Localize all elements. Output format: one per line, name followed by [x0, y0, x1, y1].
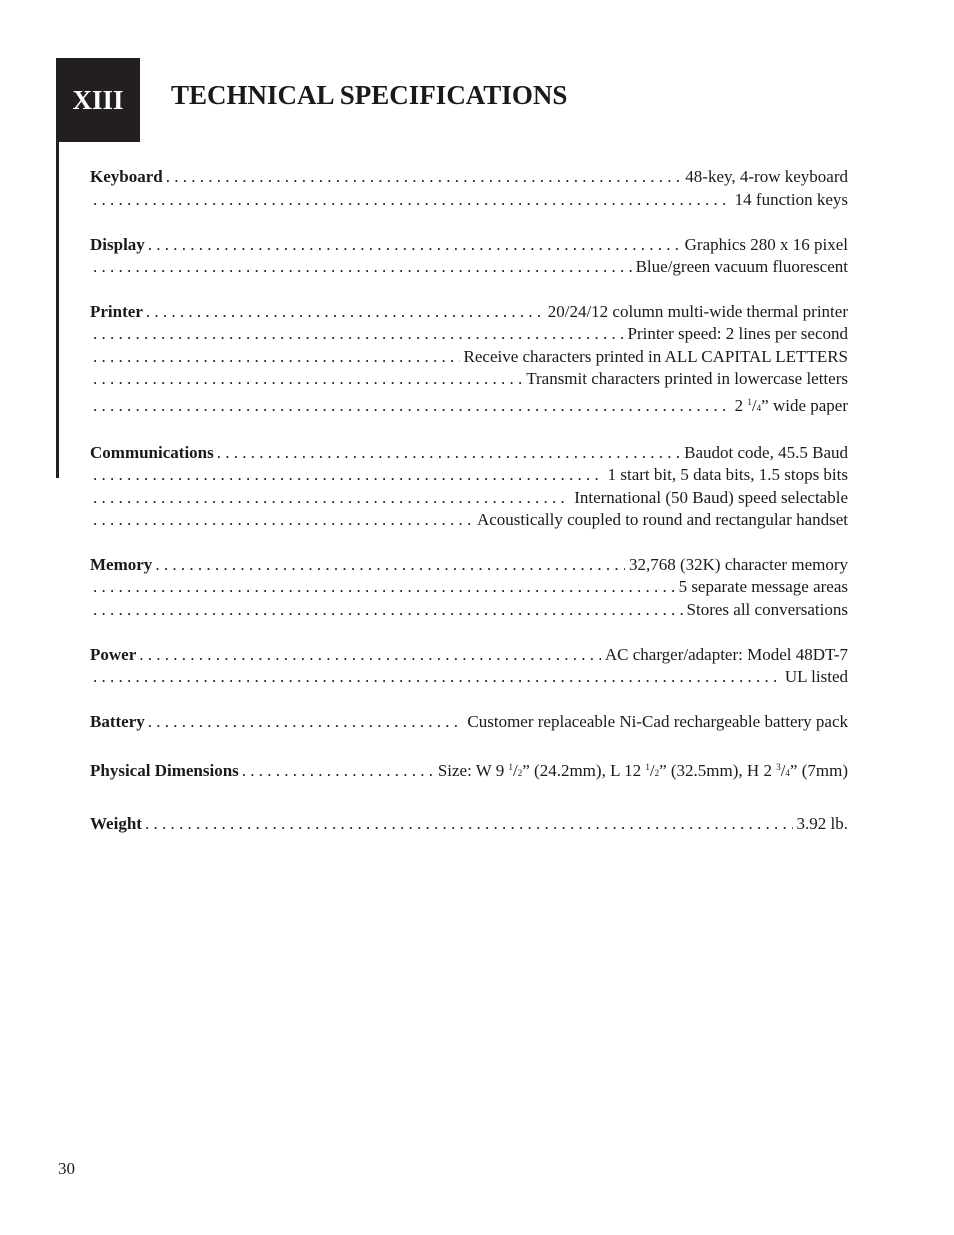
dot-leader	[136, 644, 601, 666]
dim-w-num: 1	[508, 762, 514, 772]
dot-leader	[90, 487, 570, 509]
dim-h-metric: (7mm)	[801, 761, 848, 780]
dim-h-den: 4	[785, 768, 790, 778]
spec-row-printer	[90, 301, 848, 323]
spec-value: 14 function keys	[734, 190, 848, 209]
dim-l-num: 1	[645, 762, 650, 772]
dot-leader	[214, 442, 680, 464]
dot-leader	[90, 599, 683, 621]
spec-value: AC charger/adapter: Model 48DT-7	[604, 645, 848, 664]
dim-l-metric: (32.5mm),	[670, 761, 743, 780]
spec-row-dimensions	[90, 756, 848, 778]
spec-label: Battery	[90, 712, 145, 731]
chapter-number-box	[56, 58, 140, 142]
spec-value: 5 separate message areas	[678, 577, 848, 596]
dot-leader	[90, 189, 731, 211]
spec-label: Communications	[90, 443, 214, 462]
paper-width-num: 1	[747, 397, 752, 407]
dot-leader	[90, 346, 460, 368]
spec-row-printer-4	[90, 368, 848, 390]
spec-value: 2 $^1$/4” wide paper	[734, 396, 848, 415]
dot-leader	[90, 464, 604, 486]
spec-row-memory-3	[90, 599, 848, 621]
page-title: TECHNICAL SPECIFICATIONS	[171, 80, 568, 110]
dot-leader	[90, 576, 675, 598]
dot-leader	[90, 323, 624, 345]
paper-width-text: wide paper	[772, 396, 848, 415]
dot-leader	[143, 301, 544, 323]
spec-value: 3.92 lb.	[796, 814, 848, 833]
spec-value: 48-key, 4-row keyboard	[685, 167, 848, 186]
dot-leader	[145, 234, 681, 256]
dot-leader	[90, 666, 781, 688]
spec-value: 32,768 (32K) character memory	[628, 555, 848, 574]
spec-label: Keyboard	[90, 167, 163, 186]
spec-row-printer-5	[90, 391, 848, 413]
spec-label: Weight	[90, 814, 142, 833]
spec-row-communications-2	[90, 464, 848, 486]
dot-leader	[90, 368, 522, 390]
chapter-number: XIII	[72, 84, 124, 115]
spec-row-communications	[90, 442, 848, 464]
dim-h-whole: 2	[763, 761, 772, 780]
spec-label: Physical Dimensions	[90, 761, 239, 780]
spec-value: Receive characters printed in ALL CAPITAL LETTERS	[463, 347, 848, 366]
spec-value: Blue/green vacuum fluorescent	[635, 257, 848, 276]
dim-prefix: Size: W	[437, 761, 492, 780]
spec-row-power-2	[90, 666, 848, 688]
spec-row-keyboard-2	[90, 189, 848, 211]
dim-w-den: 2	[517, 768, 523, 778]
spec-value: Graphics 280 x 16 pixel	[684, 235, 848, 254]
dim-h-num: 3	[776, 762, 781, 772]
spec-value: Stores all conversations	[686, 600, 848, 619]
spec-row-memory	[90, 554, 848, 576]
spec-value: Printer speed: 2 lines per second	[627, 324, 848, 343]
spec-value: 1 start bit, 5 data bits, 1.5 stops bits	[607, 465, 848, 484]
dim-h-label: H	[746, 761, 760, 780]
spec-value: Baudot code, 45.5 Baud	[684, 443, 848, 462]
spec-row-printer-3	[90, 346, 848, 368]
dot-leader	[90, 256, 632, 278]
spec-row-communications-4	[90, 509, 848, 531]
spec-label: Power	[90, 645, 137, 664]
spec-row-communications-3	[90, 487, 848, 509]
dot-leader	[90, 509, 473, 531]
paper-width-den: 4	[756, 403, 762, 413]
dot-leader	[239, 760, 434, 782]
spec-row-battery	[90, 711, 848, 733]
spec-value: Transmit characters printed in lowercase letters	[526, 369, 848, 388]
spec-label: Display	[90, 235, 145, 254]
dot-leader	[152, 554, 625, 576]
spec-row-printer-2	[90, 323, 848, 345]
spec-row-display	[90, 234, 848, 256]
side-rule	[56, 142, 59, 478]
spec-row-weight	[90, 813, 848, 835]
dim-w-whole: 9	[495, 761, 505, 780]
spec-label: Printer	[90, 302, 143, 321]
spec-row-power	[90, 644, 848, 666]
spec-value: 20/24/12 column multi-wide thermal printer	[547, 302, 848, 321]
dot-leader	[145, 711, 464, 733]
dim-l-label: L	[610, 761, 620, 780]
page-number: 30	[58, 1159, 75, 1178]
dim-w-metric: (24.2mm),	[534, 761, 606, 780]
paper-width-whole: 2	[734, 396, 744, 415]
dot-leader	[90, 395, 731, 417]
spec-row-keyboard	[90, 166, 848, 188]
spec-value: Size: W 9 $^1$/2” (24.2mm), L 12 $^1$/2” (32.5mm), H 2 $^3$/4” (7mm)	[437, 761, 848, 780]
spec-row-display-2	[90, 256, 848, 278]
spec-value: UL listed	[784, 667, 848, 686]
dim-l-den: 2	[654, 768, 660, 778]
dot-leader	[142, 813, 793, 835]
dot-leader	[163, 166, 682, 188]
dim-l-whole: 12	[624, 761, 642, 780]
spec-label: Memory	[90, 555, 153, 574]
spec-value: Customer replaceable Ni-Cad rechargeable battery pack	[467, 712, 848, 731]
spec-value: International (50 Baud) speed selectable	[574, 488, 848, 507]
spec-value: Acoustically coupled to round and rectangular handset	[476, 510, 848, 529]
spec-row-memory-2	[90, 576, 848, 598]
